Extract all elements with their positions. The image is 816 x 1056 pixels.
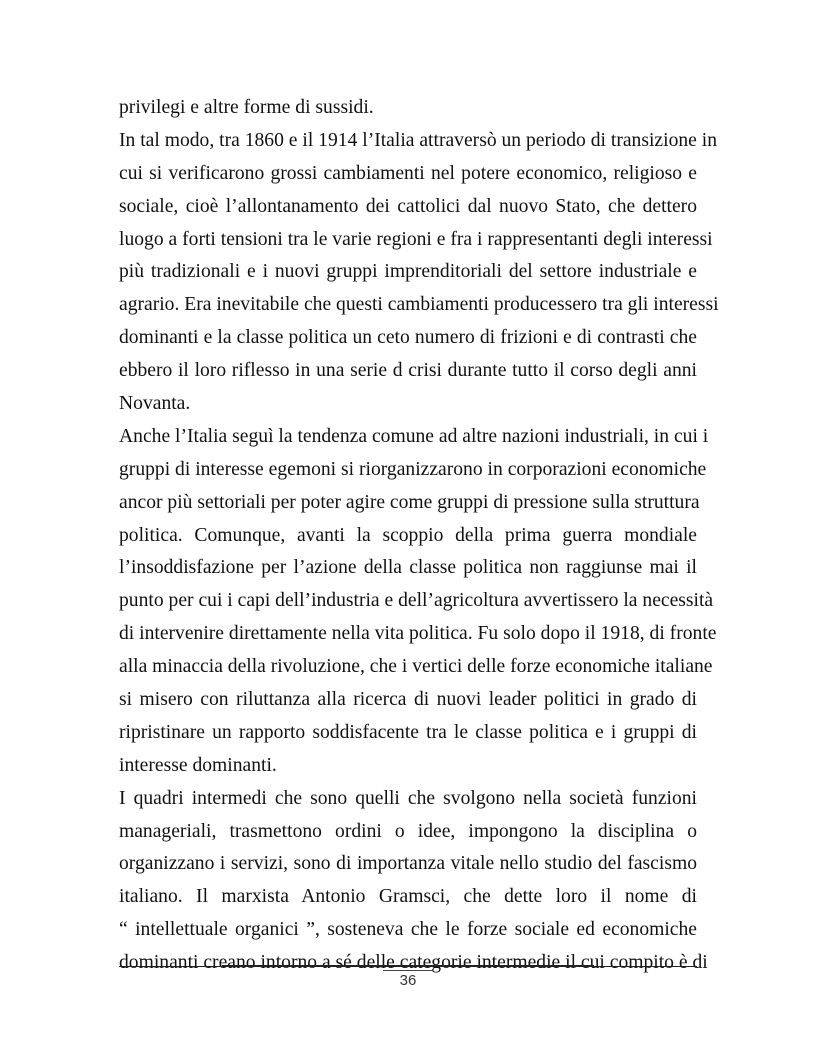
text-line: ebbero il loro riflesso in una serie d crisi durante tutto il corso degli anni <box>119 360 697 382</box>
text-line: Anche l’Italia seguì la tendenza comune ad altre nazioni industriali, in cui i <box>119 425 709 447</box>
text-line: I quadri intermedi che sono quelli che svolgono nella società funzioni <box>119 787 697 809</box>
text-line: più tradizionali e i nuovi gruppi imprenditoriali del settore industriale e <box>119 261 697 283</box>
text-line: l’insoddisfazione per l’azione della classe politica non raggiunse mai il <box>119 557 697 579</box>
text-line: gruppi di interesse egemoni si riorganizzarono in corporazioni economiche <box>119 458 707 480</box>
text-line: dominanti creano intorno a sé delle categorie intermedie il cui compito è di <box>119 952 708 974</box>
text-line: Novanta. <box>119 393 191 415</box>
text-line: dominanti e la classe politica un ceto numero di frizioni e di contrasti che <box>119 327 697 349</box>
text-line: ripristinare un rapporto soddisfacente tra le classe politica e i gruppi di <box>119 721 697 743</box>
text-line: In tal modo, tra 1860 e il 1914 l’Italia attraversò un periodo di transizione in <box>119 129 717 151</box>
text-line: privilegi e altre forme di sussidi. <box>119 97 374 118</box>
text-line: alla minaccia della rivoluzione, che i vertici delle forze economiche italiane <box>119 656 713 678</box>
text-line: di intervenire direttamente nella vita politica. Fu solo dopo il 1918, di fronte <box>119 623 717 645</box>
text-line: organizzano i servizi, sono di importanza vitale nello studio del fascismo <box>119 853 697 875</box>
body-text <box>119 92 719 980</box>
text-line: interesse dominanti. <box>119 754 277 776</box>
text-line: cui si verificarono grossi cambiamenti nel potere economico, religioso e <box>119 162 697 184</box>
page-number: 36 <box>383 970 433 991</box>
text-line: politica. Comunque, avanti la scoppio della prima guerra mondiale <box>119 524 697 546</box>
text-line: italiano. Il marxista Antonio Gramsci, che dette loro il nome di <box>119 886 697 908</box>
text-line: ancor più settoriali per poter agire come gruppi di pressione sulla struttura <box>119 491 700 513</box>
text-line: luogo a forti tensioni tra le varie regioni e fra i rappresentanti degli interessi <box>119 228 713 250</box>
text-line: punto per cui i capi dell’industria e dell’agricoltura avvertissero la necessità <box>119 590 714 612</box>
text-line: “ intellettuale organici ”, sosteneva che le forze sociale ed economiche <box>119 919 697 941</box>
text-line: sociale, cioè l’allontanamento dei cattolici dal nuovo Stato, che dettero <box>119 195 697 217</box>
text-line: manageriali, trasmettono ordini o idee, impongono la disciplina o <box>119 820 697 842</box>
text-line: si misero con riluttanza alla ricerca di nuovi leader politici in grado di <box>119 689 697 711</box>
text-line: agrario. Era inevitabile che questi cambiamenti producessero tra gli interessi <box>119 294 719 316</box>
footer-divider-accent <box>222 965 594 967</box>
